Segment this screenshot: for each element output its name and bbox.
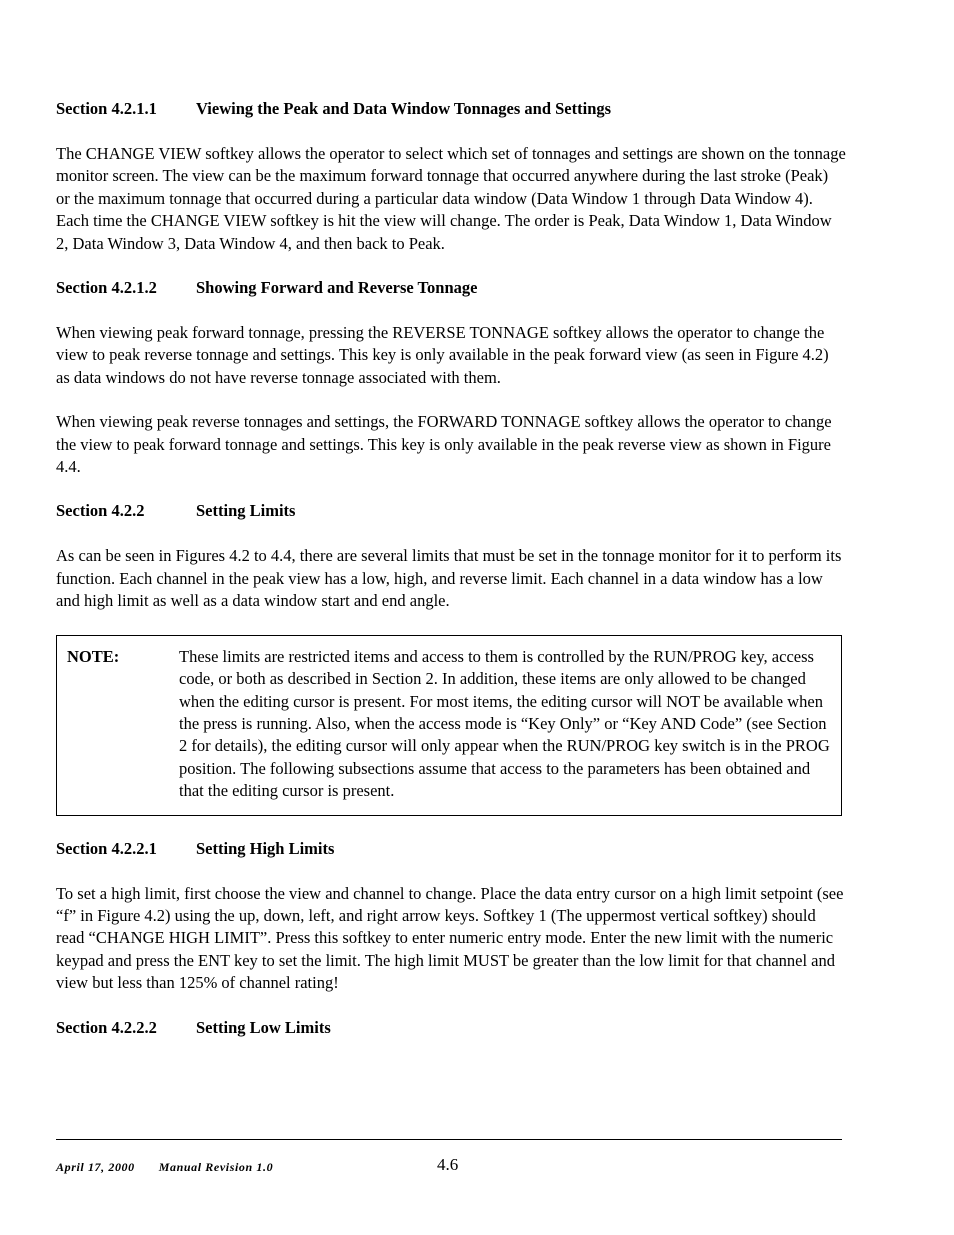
note-label: NOTE: <box>67 646 120 666</box>
section-number: Section 4.2.2.1 <box>56 838 157 858</box>
section-heading <box>56 277 846 299</box>
section-number: Section 4.2.2 <box>56 501 145 521</box>
section-heading <box>56 1017 846 1039</box>
footer-date: April 17, 2000 <box>56 1160 135 1174</box>
section-title: Setting Low Limits <box>196 1017 331 1037</box>
section-heading <box>56 838 846 860</box>
section-title: Setting Limits <box>196 501 296 521</box>
section-title: Viewing the Peak and Data Window Tonnages and Settings <box>196 99 612 118</box>
footer-divider <box>56 1139 842 1140</box>
body-paragraph: The CHANGE VIEW softkey allows the operator to select which set of tonnages and settings are shown on the tonnage monitor screen. The view can be the maximum forward tonnage that occurred anywhere during the last stroke (Peak) or the maximum tonnage that occurred during a particular data window (Data Window 1 through Data Window 4). Each time the CHANGE VIEW softkey is hit the view will change. The order is Peak, Data Window 1, Data Window 2, Data Window 3, Data Window 4, and then back to Peak. <box>56 144 846 253</box>
note-text: These limits are restricted items and access to them is controlled by the RUN/PROG key, access code, or both as described in Section 2. In addition, these items are only allowed to be changed when the editing cursor is present. For most items, the editing cursor will NOT be available when the press is running. Also, when the access mode is “Key Only” or “Key AND Code” (see Section 2 for details), the editing cursor will only appear when the RUN/PROG key switch is in the PROG position. The following subsections assume that access to the parameters has been obtained and that the editing cursor is present. <box>179 646 830 801</box>
section-number: Section 4.2.2.2 <box>56 1017 157 1037</box>
section-title: Setting High Limits <box>196 838 335 858</box>
body-paragraph: When viewing peak forward tonnage, pressing the REVERSE TONNAGE softkey allows the operator to change the view to peak reverse tonnage and settings. This key is only available in the peak forward view (as seen in Figure 4.2) as data windows do not have reverse tonnage associated with them. <box>56 323 829 387</box>
footer-info <box>56 1160 273 1175</box>
section-heading <box>56 500 846 522</box>
note-box <box>56 635 842 816</box>
page-number: 4.6 <box>437 1155 459 1174</box>
document-page <box>56 98 846 1039</box>
section-title: Showing Forward and Reverse Tonnage <box>196 278 478 298</box>
section-number: Section 4.2.1.1 <box>56 99 157 118</box>
section-number: Section 4.2.1.2 <box>56 278 157 298</box>
body-paragraph: To set a high limit, first choose the view and channel to change. Place the data entry cursor on a high limit setpoint (see “f” in Figure 4.2) using the up, down, left, and right arrow keys. Softkey 1 (The uppermost vertical softkey) should read “CHANGE HIGH LIMIT”. Press this softkey to enter numeric entry mode. Enter the new limit with the numeric keypad and press the ENT key to set the limit. The high limit MUST be greater than the low limit for that channel and view but less than 125% of channel rating! <box>56 883 844 993</box>
footer-revision: Manual Revision 1.0 <box>158 1160 274 1174</box>
body-paragraph: When viewing peak reverse tonnages and settings, the FORWARD TONNAGE softkey allows the operator to change the view to peak forward tonnage and settings. This key is only available in the peak reverse view as shown in Figure 4.4. <box>56 412 832 477</box>
section-heading <box>56 98 846 120</box>
body-paragraph: As can be seen in Figures 4.2 to 4.4, there are several limits that must be set in the tonnage monitor for it to perform its function. Each channel in the peak view has a low, high, and reverse limit. Each channel in a data window has a low and high limit as well as a data window start and end angle. <box>56 546 842 611</box>
